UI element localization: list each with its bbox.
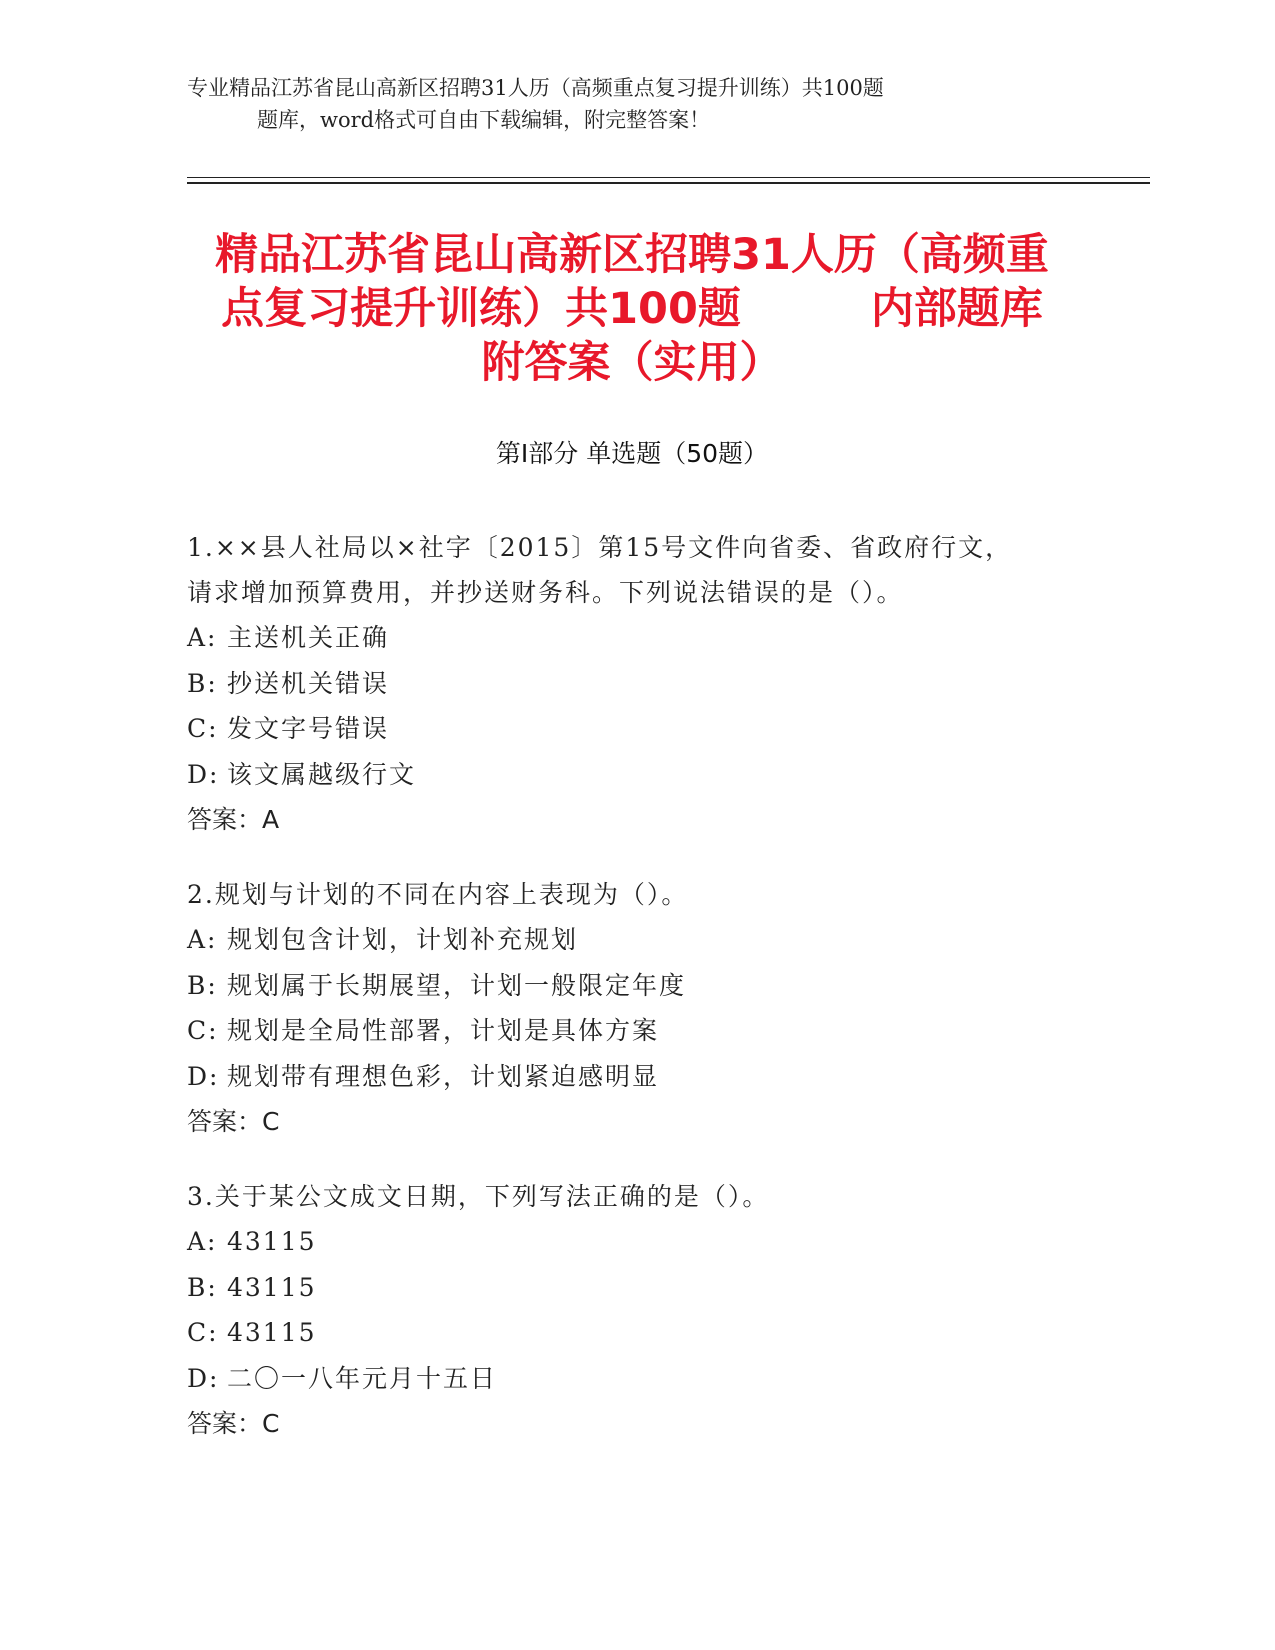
option-c bbox=[187, 706, 1087, 752]
question-stem bbox=[187, 872, 1087, 917]
option-key: D: bbox=[187, 1363, 220, 1393]
question-list bbox=[187, 525, 1087, 1476]
question-stem-line: 2.规划与计划的不同在内容上表现为（）。 bbox=[187, 880, 689, 909]
option-d bbox=[187, 1054, 1087, 1100]
answer-line: 答案：C bbox=[187, 1107, 280, 1136]
header-line-2: 题库，word格式可自由下载编辑，附完整答案！ bbox=[257, 108, 711, 132]
option-text: 规划是全局性部署，计划是具体方案 bbox=[227, 1016, 660, 1045]
section-title: 第Ⅰ部分 单选题（50题） bbox=[495, 439, 769, 468]
option-text: 43115 bbox=[227, 1227, 317, 1256]
option-a bbox=[187, 917, 1087, 963]
option-text: 二〇一八年元月十五日 bbox=[227, 1363, 498, 1393]
option-a bbox=[187, 615, 1087, 661]
option-c bbox=[187, 1310, 1087, 1356]
header-divider-thick bbox=[187, 182, 1150, 184]
option-key: B: bbox=[187, 668, 218, 698]
title-line-2-part-a: 点复习提升训练）共100题 bbox=[221, 284, 741, 334]
option-b bbox=[187, 661, 1087, 707]
question-stem-line: 请求增加预算费用，并抄送财务科。下列说法错误的是（）。 bbox=[187, 578, 904, 607]
option-key: A: bbox=[187, 925, 218, 954]
answer-line: 答案：A bbox=[187, 805, 280, 834]
option-text: 规划属于长期展望，计划一般限定年度 bbox=[227, 970, 687, 1000]
option-key: C: bbox=[187, 1016, 219, 1045]
question-stem bbox=[187, 525, 1087, 615]
question-stem bbox=[187, 1174, 1087, 1219]
header-line-1: 专业精品江苏省昆山高新区招聘31人历（高频重点复习提升训练）共100题 bbox=[187, 76, 884, 100]
option-key: B: bbox=[187, 970, 218, 1000]
question-1 bbox=[187, 525, 1087, 842]
question-3 bbox=[187, 1174, 1087, 1446]
option-text: 抄送机关错误 bbox=[227, 668, 390, 698]
option-key: A: bbox=[187, 623, 218, 652]
option-key: B: bbox=[187, 1272, 218, 1302]
option-b bbox=[187, 963, 1087, 1009]
option-text: 43115 bbox=[227, 1272, 317, 1302]
option-a bbox=[187, 1219, 1087, 1265]
option-d bbox=[187, 752, 1087, 798]
answer-line: 答案：C bbox=[187, 1409, 280, 1438]
option-text: 43115 bbox=[227, 1318, 317, 1347]
title-line-2-part-b: 内部题库 bbox=[870, 284, 1043, 334]
option-b bbox=[187, 1265, 1087, 1311]
option-text: 发文字号错误 bbox=[227, 714, 390, 743]
option-d bbox=[187, 1356, 1087, 1402]
document-title bbox=[187, 228, 1077, 390]
option-key: A: bbox=[187, 1227, 218, 1256]
header-divider-thin bbox=[187, 177, 1150, 178]
option-text: 主送机关正确 bbox=[227, 623, 390, 652]
question-stem-line: 3.关于某公文成文日期，下列写法正确的是（）。 bbox=[187, 1182, 770, 1211]
option-c bbox=[187, 1008, 1087, 1054]
question-stem-line: 1.××县人社局以×社字〔2015〕第15号文件向省委、省政府行文， bbox=[187, 533, 1013, 562]
document-header bbox=[187, 72, 1087, 136]
question-2 bbox=[187, 872, 1087, 1144]
option-text: 规划带有理想色彩，计划紧迫感明显 bbox=[227, 1061, 660, 1091]
title-line-1: 精品江苏省昆山高新区招聘31人历（高频重 bbox=[215, 230, 1049, 280]
option-key: D: bbox=[187, 1061, 220, 1091]
option-text: 该文属越级行文 bbox=[227, 759, 417, 789]
option-key: C: bbox=[187, 714, 219, 743]
option-text: 规划包含计划，计划补充规划 bbox=[227, 925, 579, 954]
option-key: D: bbox=[187, 759, 220, 789]
option-key: C: bbox=[187, 1318, 219, 1347]
title-line-2 bbox=[187, 282, 1077, 336]
title-line-3: 附答案（实用） bbox=[481, 338, 783, 388]
